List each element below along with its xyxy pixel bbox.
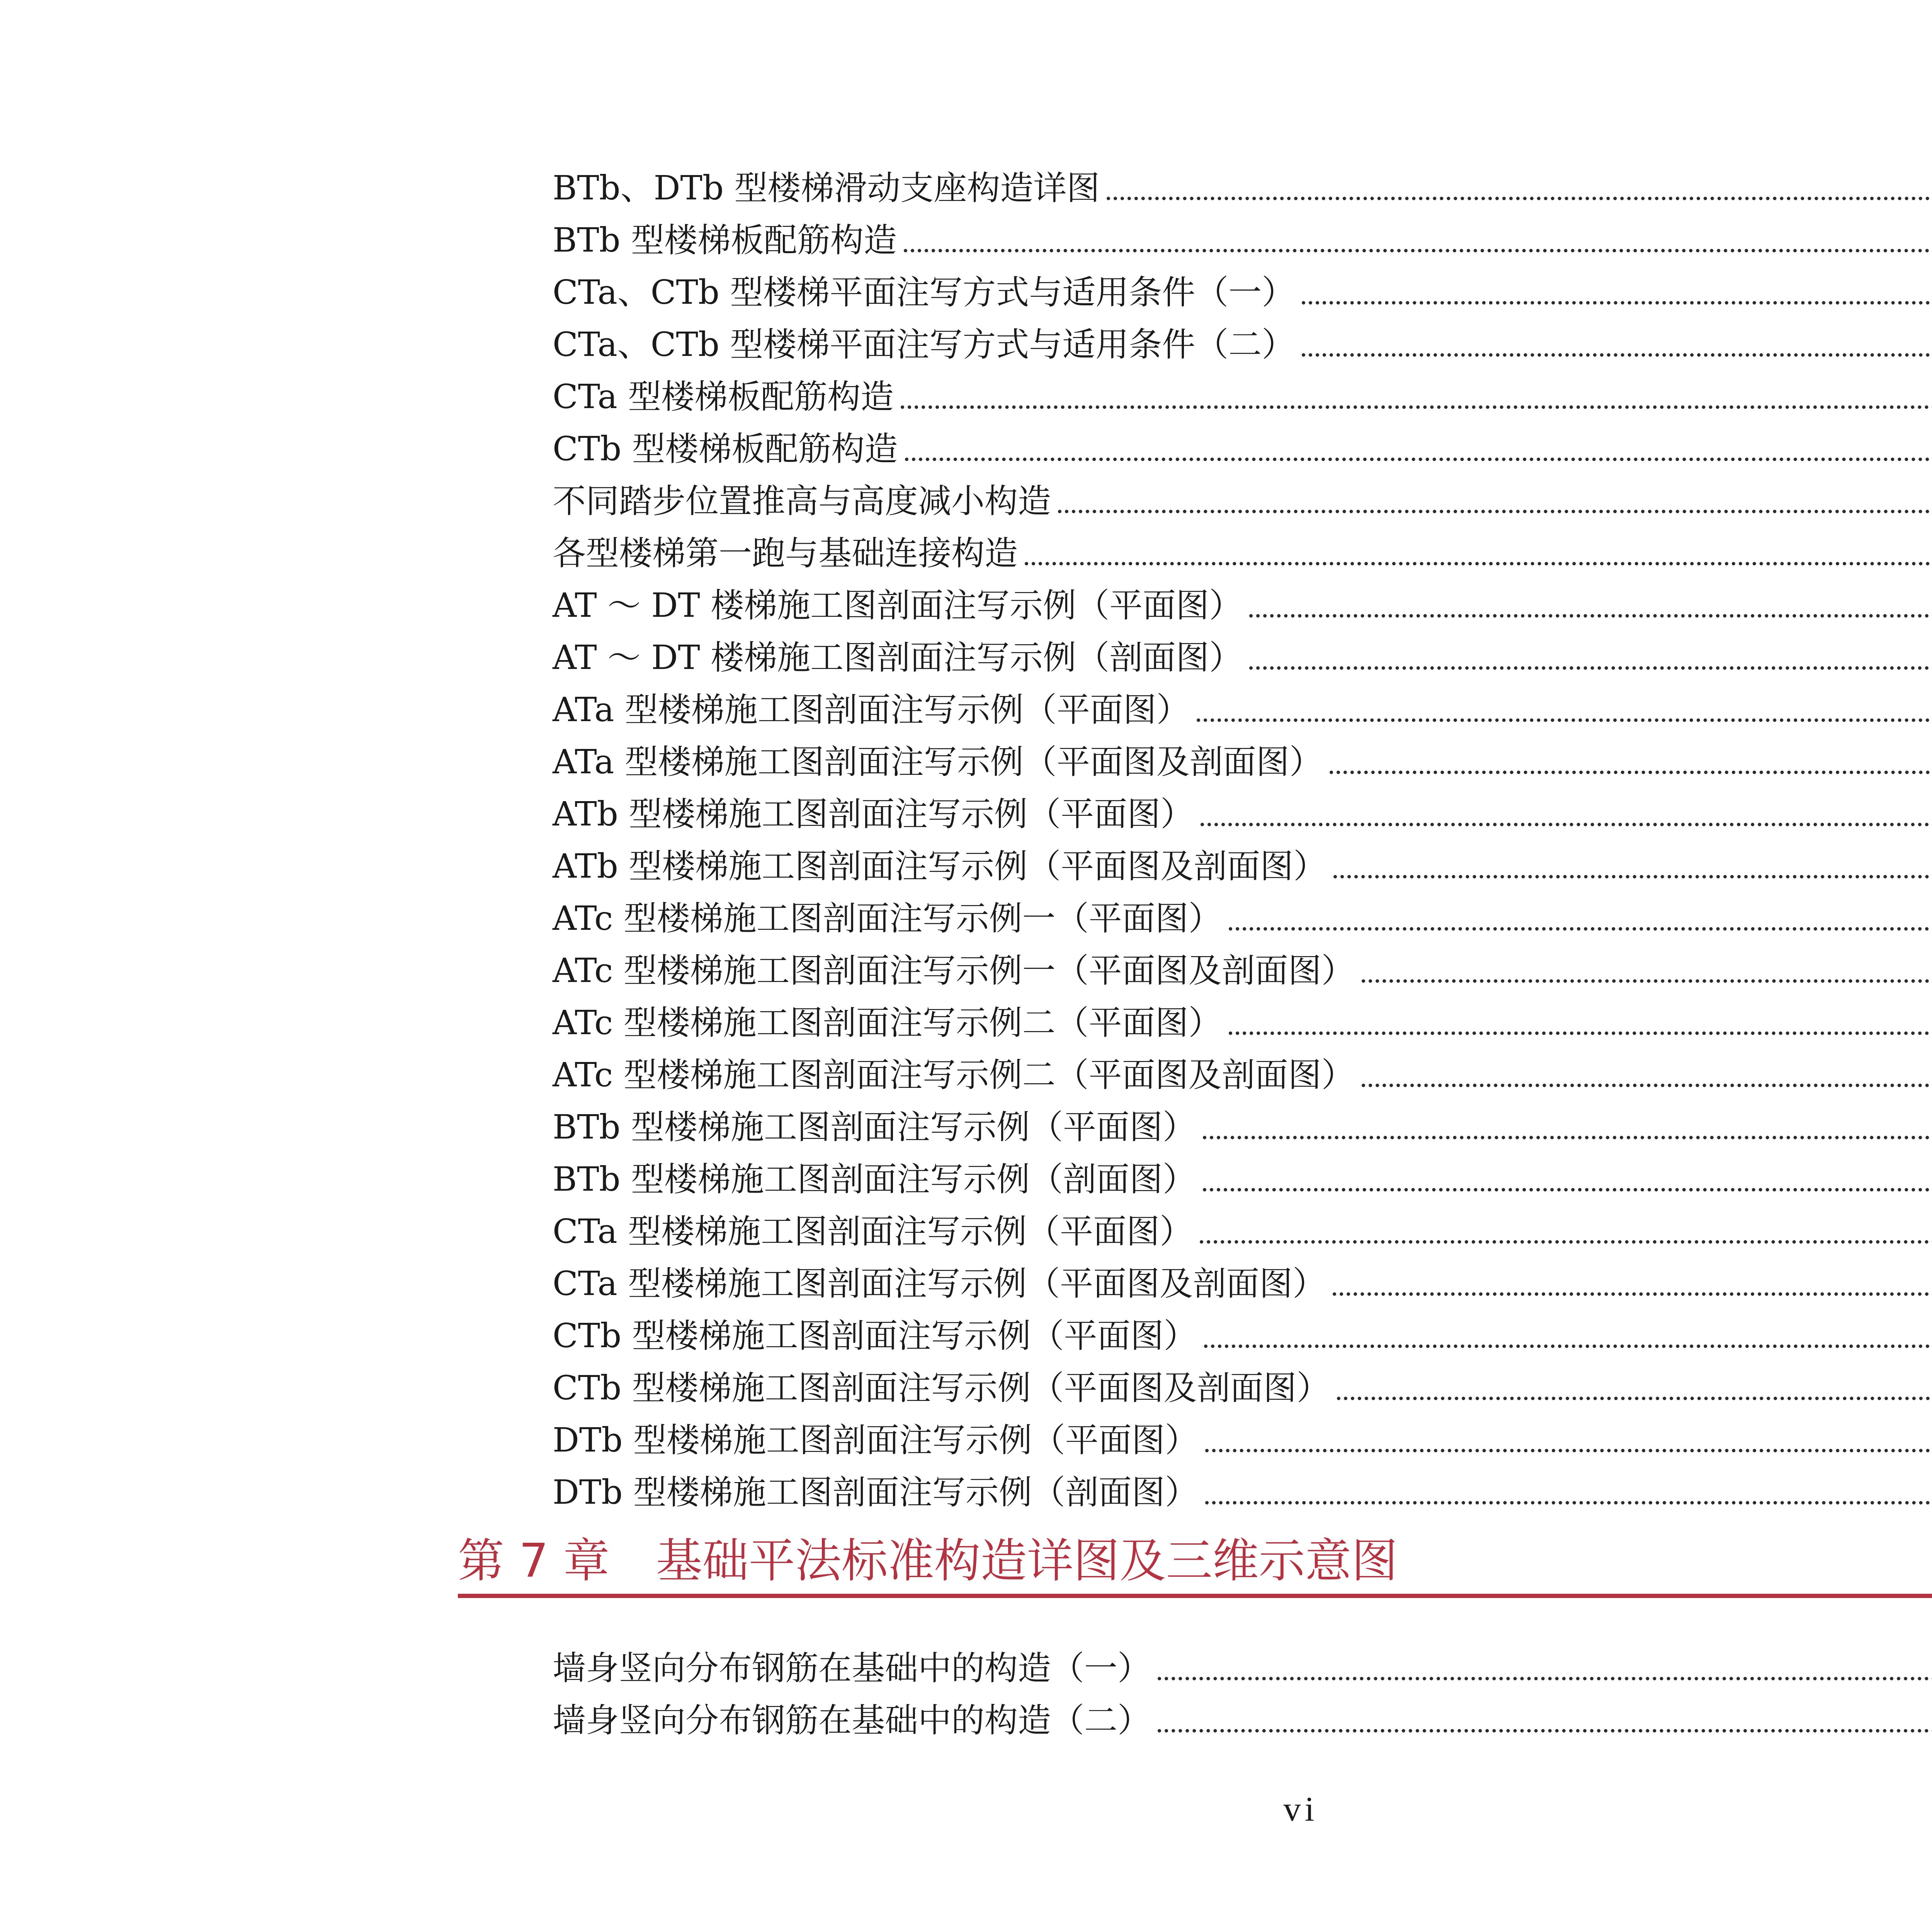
toc-entry[interactable]: [553, 674, 1932, 727]
page-number: vi: [1283, 1790, 1318, 1828]
toc-entry[interactable]: [553, 570, 1932, 625]
toc-entry-title: CTa 型楼梯施工图剖面注写示例（平面图）: [553, 1212, 1193, 1251]
dot-leader: [1229, 927, 1932, 931]
toc-entry[interactable]: [553, 1405, 1932, 1460]
toc-entry-title: DTb 型楼梯施工图剖面注写示例（平面图）: [553, 1421, 1198, 1460]
toc-entry-title: ATc 型楼梯施工图剖面注写示例二（平面图及剖面图）: [553, 1056, 1355, 1094]
toc-entry[interactable]: [553, 727, 1932, 779]
dot-leader: [901, 405, 1932, 409]
toc-entry[interactable]: [553, 779, 1932, 834]
toc-entry[interactable]: [553, 1144, 1932, 1199]
toc-entry[interactable]: [553, 883, 1932, 938]
dot-leader: [1203, 1188, 1932, 1191]
toc-entry-title: ATb 型楼梯施工图剖面注写示例（平面图）: [553, 795, 1194, 834]
toc-entry-title: BTb 型楼梯板配筋构造: [553, 221, 897, 260]
toc-entry[interactable]: [553, 361, 1932, 414]
dot-leader: [1362, 979, 1932, 983]
toc-entry[interactable]: [553, 518, 1932, 573]
dot-leader: [1249, 614, 1932, 618]
dot-leader: [1025, 562, 1932, 565]
toc-entry-title: ATa 型楼梯施工图剖面注写示例（平面图）: [553, 691, 1190, 729]
toc-entry[interactable]: [553, 935, 1932, 990]
toc-entry-title: AT ～ DT 楼梯施工图剖面注写示例（剖面图）: [553, 638, 1243, 677]
toc-entry-title: 墙身竖向分布钢筋在基础中的构造（二）: [553, 1701, 1151, 1740]
toc-entry-title: CTa 型楼梯板配筋构造: [553, 378, 894, 416]
dot-leader: [1158, 1677, 1932, 1680]
toc-entry[interactable]: [553, 1092, 1932, 1147]
toc-entry[interactable]: [553, 831, 1932, 886]
toc-entry-title: BTb 型楼梯施工图剖面注写示例（剖面图）: [553, 1160, 1196, 1199]
chapter-heading-left: [458, 1534, 1398, 1588]
dot-leader: [1205, 1449, 1932, 1452]
dot-leader: [1205, 1501, 1932, 1504]
chapter-label: 第 7 章: [458, 1534, 610, 1588]
dot-leader: [905, 458, 1932, 461]
toc-entry[interactable]: [553, 1633, 1932, 1688]
toc-entry[interactable]: [553, 1457, 1932, 1512]
dot-leader: [1197, 718, 1932, 722]
dot-leader: [1158, 1729, 1932, 1732]
toc-entry[interactable]: [553, 1196, 1932, 1251]
dot-leader: [1201, 823, 1932, 826]
toc-entry-title: ATa 型楼梯施工图剖面注写示例（平面图及剖面图）: [553, 743, 1323, 781]
toc-entry-title: ATc 型楼梯施工图剖面注写示例一（平面图）: [553, 899, 1222, 938]
chapter-heading[interactable]: [458, 1530, 1932, 1598]
dot-leader: [1337, 1397, 1932, 1400]
toc-entry[interactable]: [553, 153, 1932, 208]
toc-entry-title: 墙身竖向分布钢筋在基础中的构造（一）: [553, 1649, 1151, 1688]
toc-entry[interactable]: [553, 1353, 1932, 1405]
toc-entry[interactable]: [553, 414, 1932, 466]
toc-entry[interactable]: [553, 1300, 1932, 1353]
dot-leader: [1229, 1031, 1932, 1035]
toc-list-chapter-7: [553, 1633, 1932, 1740]
toc-entry-title: CTb 型楼梯施工图剖面注写示例（平面图）: [553, 1317, 1197, 1355]
dot-leader: [1302, 353, 1932, 357]
toc-entry-title: 各型楼梯第一跑与基础连接构造: [553, 534, 1018, 573]
toc-entry-title: CTa、CTb 型楼梯平面注写方式与适用条件（一）: [553, 273, 1295, 312]
dot-leader: [1249, 666, 1932, 670]
toc-entry[interactable]: [553, 622, 1932, 677]
toc-entry[interactable]: [553, 257, 1932, 312]
dot-leader: [1203, 1136, 1932, 1139]
toc-entry[interactable]: [553, 205, 1932, 260]
dot-leader: [1204, 1344, 1932, 1348]
dot-leader: [1333, 875, 1932, 878]
toc-entry-title: ATc 型楼梯施工图剖面注写示例二（平面图）: [553, 1004, 1222, 1042]
toc-entry[interactable]: [553, 987, 1932, 1040]
toc-entry-title: AT ～ DT 楼梯施工图剖面注写示例（平面图）: [553, 586, 1243, 625]
toc-entry-title: ATb 型楼梯施工图剖面注写示例（平面图及剖面图）: [553, 847, 1327, 886]
toc-entry[interactable]: [553, 1040, 1932, 1092]
toc-entry[interactable]: [553, 309, 1932, 364]
dot-leader: [1107, 197, 1932, 200]
toc-entry-title: CTb 型楼梯板配筋构造: [553, 430, 898, 468]
dot-leader: [1058, 510, 1932, 513]
toc-entry-title: CTa、CTb 型楼梯平面注写方式与适用条件（二）: [553, 325, 1295, 364]
dot-leader: [904, 249, 1932, 252]
dot-leader: [1333, 1292, 1932, 1296]
toc-entry[interactable]: [553, 466, 1932, 521]
toc-entry-title: CTb 型楼梯施工图剖面注写示例（平面图及剖面图）: [553, 1369, 1330, 1407]
toc-entry[interactable]: [553, 1685, 1932, 1740]
toc-entry-title: DTb 型楼梯施工图剖面注写示例（剖面图）: [553, 1473, 1198, 1512]
dot-leader: [1330, 771, 1932, 774]
toc-list-chapter-6: [553, 153, 1932, 1512]
dot-leader: [1200, 1240, 1932, 1244]
toc-entry-title: BTb 型楼梯施工图剖面注写示例（平面图）: [553, 1108, 1196, 1147]
dot-leader: [1302, 301, 1932, 305]
toc-entry[interactable]: [553, 1248, 1932, 1303]
toc-entry-title: CTa 型楼梯施工图剖面注写示例（平面图及剖面图）: [553, 1264, 1326, 1303]
chapter-title: 基础平法标准构造详图及三维示意图: [656, 1534, 1398, 1588]
toc-entry-title: BTb、DTb 型楼梯滑动支座构造详图: [553, 169, 1100, 208]
toc-entry-title: 不同踏步位置推高与高度减小构造: [553, 482, 1051, 521]
toc-entry-title: ATc 型楼梯施工图剖面注写示例一（平面图及剖面图）: [553, 951, 1355, 990]
dot-leader: [1362, 1084, 1932, 1087]
